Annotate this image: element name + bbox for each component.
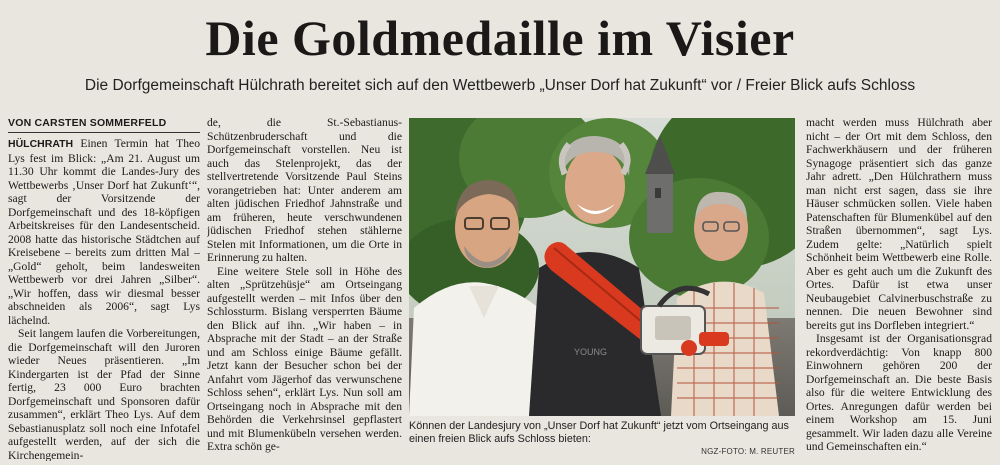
- shirt-text: YOUNG: [574, 347, 608, 357]
- paragraph: de, die St.-Sebastianus-Schützenbruderschaft und die Dorfgemeinschaft vorstellen. Neu ist auch das Stelenprojekt, das der stellvertretende Vorsitzende Paul Steins vorangetrieben hat: Unter anderem am alten jüdischen Friedhof Jahnstraße und am früheren, heute verschwundenen jüdischen Friedhof stehen stählerne Stelen mit Informationen, um die Orte in Erinnerung zu halten.: [207, 116, 402, 264]
- paragraph: Insgesamt ist der Organisationsgrad rekordverdächtig: Von knapp 800 Einwohnern gehören 200 der Dorfgemeinschaft an. Die beste Basis also für die weitere Entwicklung des Ortes. Anregungen dafür werden bei einem Workshop am 15. Juni gesammelt. Wir laden dazu alle Vereine und Gemeinschaften ein.“: [806, 332, 992, 453]
- headline: Die Goldmedaille im Visier: [205, 10, 795, 66]
- paragraph: Seit langem laufen die Vorbereitungen, die Dorfgemeinschaft will den Juroren wieder Neues präsentieren. „Im Kindergarten ist der Pfad der Sinne fertig, 23 000 Euro brachten Dorfgemeinschaft und Sponsoren dafür zusammen“, erklärt Theo Lys. Auf dem Sebastianusplatz soll noch eine Infotafel aufgestellt werden, auf der sich die Kirchengemein-: [8, 327, 200, 461]
- paragraph-text: Einen Termin hat Theo Lys fest im Blick: „Am 21. August um 11.30 Uhr kommt die Landes-Jury des Wettbewerbs ‚Unser Dorf hat Zukunft‘“, sagt der Vorsitzende der Dorfgemeinschaft und des 18-köpfigen Arbeitskreises für den Landesentscheid. 2008 hatte das historische Städtchen auf Kreisebene – bereits zum dritten Mal – „Gold“ geholt, beim landesweiten Wettbewerb vor drei Jahren „Silber“. „Wir hoffen, dass wir diesmal besser abschneiden als 2006“, sagt Lys lächelnd.: [8, 137, 200, 327]
- subheadline: Die Dorfgemeinschaft Hülchrath bereitet sich auf den Wettbewerb „Unser Dorf hat Zukunft“ vor / Freier Blick aufs Schloss: [84, 77, 916, 94]
- article-column-1: [8, 116, 200, 461]
- paragraph: Eine weitere Stele soll in Höhe des alten „Sprützehüsje“ am Ortseingang aufgestellt werden – mit Infos über den Schlossturm. Bislang versperrten Bäume den Blick auf ihn. „Wir haben – in Absprache mit der Stadt – an der Straße und am Schloss einige Bäume gefällt. Jetzt kann der Besucher schon bei der Anfahrt vom Jägerhof das verwunschene Schloss sehen“, erklärt Lys. Nun soll am Ortseingang noch in Absprache mit den Behörden die Verkehrsinsel gepflastert und mit Blumenkübeln versehen werden. Extra schön ge-: [207, 264, 402, 453]
- photo-caption: Können der Landesjury von „Unser Dorf hat Zukunft“ jetzt vom Ortseingang aus einen freien Blick aufs Schloss bieten:: [409, 420, 789, 445]
- byline: VON CARSTEN SOMMERFELD: [8, 116, 200, 133]
- article-column-4: [806, 116, 992, 461]
- paragraph: [8, 137, 200, 327]
- paragraph: macht werden muss Hülchrath aber nicht – der Ort mit dem Schloss, den Fachwerkhäusern und der früheren Synagoge präsentiert sich das ganze Jahr adrett. „Den Hülchrathern muss man nicht erst sagen, dass sie ihre Häuser schmücken sollen. Viele haben Patenschaften für Blumenkübel auf den Straßen übernommen“, sagt Lys. Zudem gelte: „Natürlich spielt Schönheit beim Wettbewerb eine Rolle. Aber es geht auch um die Zukunft des Ortes. Dafür ist etwa unser Neubaugebiet Calvinerbuschstraße zu nennen. Die neuen Bewohner sind bereits gut ins Dorfleben integriert.“: [806, 116, 992, 332]
- photo-credit: NGZ-FOTO: M. REUTER: [701, 447, 795, 456]
- dateline: HÜLCHRATH: [8, 138, 74, 150]
- photo-illustration: [409, 118, 795, 416]
- article-column-2: [207, 116, 402, 461]
- article-photo: [409, 118, 795, 416]
